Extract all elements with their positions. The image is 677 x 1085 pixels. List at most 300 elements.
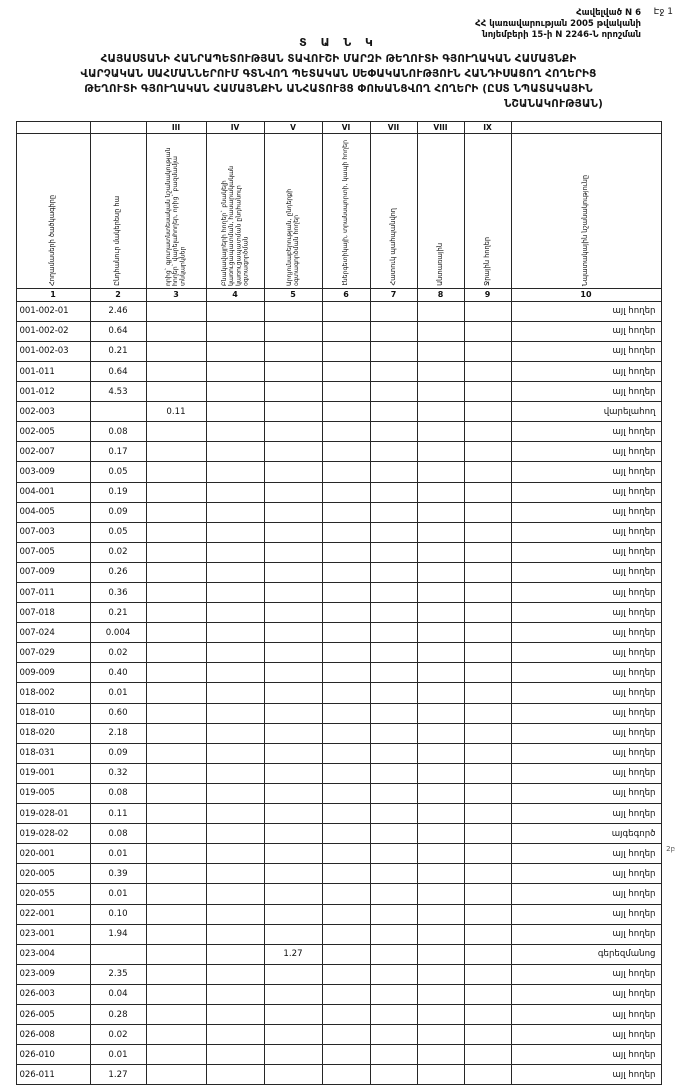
- cell-total: 0.17: [90, 442, 146, 462]
- cell-c3: [146, 341, 206, 361]
- cell-code: 004-001: [16, 482, 90, 502]
- cell-c7: [370, 1004, 417, 1024]
- cell-c4: [206, 804, 264, 824]
- cell-c6: [322, 583, 370, 603]
- roman-cell-1: [16, 121, 90, 133]
- table-row: [16, 462, 661, 482]
- cell-c4: [206, 382, 264, 402]
- cell-c4: [206, 1025, 264, 1045]
- cell-c8: [417, 361, 464, 381]
- cell-c7: [370, 583, 417, 603]
- cell-c4: [206, 361, 264, 381]
- table-row: [16, 502, 661, 522]
- cell-c7: [370, 442, 417, 462]
- cell-c8: [417, 562, 464, 582]
- appendix-line-2: ՀՀ կառավարության 2005 թվականի: [475, 18, 641, 29]
- roman-cell-2: [90, 121, 146, 133]
- cell-c4: [206, 402, 264, 422]
- roman-cell-3: III: [146, 121, 206, 133]
- cell-c6: [322, 783, 370, 803]
- cell-c8: [417, 964, 464, 984]
- cell-code: 018-002: [16, 683, 90, 703]
- cell-c7: [370, 482, 417, 502]
- cell-c8: [417, 1045, 464, 1065]
- cell-total: 0.08: [90, 422, 146, 442]
- cell-code: 026-005: [16, 1004, 90, 1024]
- cell-c6: [322, 301, 370, 321]
- cell-code: 026-008: [16, 1025, 90, 1045]
- cell-code: 007-009: [16, 562, 90, 582]
- cell-c4: [206, 1065, 264, 1085]
- cell-code: 020-055: [16, 884, 90, 904]
- header-text-code: Հողամասերի ծածկագիրը: [48, 194, 57, 286]
- cell-c9: [464, 1065, 511, 1085]
- cell-c7: [370, 844, 417, 864]
- cell-c8: [417, 603, 464, 623]
- cell-purpose: այլ հողեր: [511, 301, 661, 321]
- table-row: [16, 984, 661, 1004]
- cell-c6: [322, 643, 370, 663]
- cell-c9: [464, 844, 511, 864]
- cell-purpose: այլ հողեր: [511, 562, 661, 582]
- cell-c4: [206, 964, 264, 984]
- cell-c8: [417, 301, 464, 321]
- cell-c5: [264, 964, 322, 984]
- cell-c6: [322, 482, 370, 502]
- cell-purpose: այլ հողեր: [511, 361, 661, 381]
- header-cell-industrial: [264, 133, 322, 288]
- cell-c4: [206, 703, 264, 723]
- table-row: [16, 904, 661, 924]
- cell-code: 001-002-01: [16, 301, 90, 321]
- cell-c5: [264, 502, 322, 522]
- cell-c6: [322, 1025, 370, 1045]
- cell-c3: [146, 382, 206, 402]
- cell-c8: [417, 864, 464, 884]
- colnum-9: 9: [464, 288, 511, 301]
- table-row: [16, 824, 661, 844]
- cell-c7: [370, 542, 417, 562]
- column-number-row: [16, 288, 661, 301]
- cell-code: 023-001: [16, 924, 90, 944]
- cell-total: 0.10: [90, 904, 146, 924]
- cell-c7: [370, 743, 417, 763]
- cell-code: 023-004: [16, 944, 90, 964]
- cell-c4: [206, 884, 264, 904]
- cell-c9: [464, 341, 511, 361]
- cell-code: 020-001: [16, 844, 90, 864]
- table-row: [16, 743, 661, 763]
- cell-c7: [370, 341, 417, 361]
- cell-c5: [264, 482, 322, 502]
- cell-c9: [464, 884, 511, 904]
- cell-c8: [417, 723, 464, 743]
- cell-code: 026-011: [16, 1065, 90, 1085]
- cell-code: 002-003: [16, 402, 90, 422]
- cell-total: 0.60: [90, 703, 146, 723]
- cell-c7: [370, 382, 417, 402]
- cell-c6: [322, 1065, 370, 1085]
- cell-total: 0.02: [90, 643, 146, 663]
- cell-purpose: այլ հողեր: [511, 844, 661, 864]
- title-line-1: ՀԱՅԱՍՏԱՆԻ ՀԱՆՐԱՊԵՏՈՒԹՅԱՆ ՏԱՎՈՒՇԻ ՄԱՐԶԻ ԹԵՂՈՒՏԻ ԳՅՈՒՂԱԿԱՆ ՀԱՄԱՅՆՔԻ: [100, 53, 577, 65]
- cell-code: 002-005: [16, 422, 90, 442]
- cell-c4: [206, 763, 264, 783]
- table-row: [16, 422, 661, 442]
- table-row: [16, 603, 661, 623]
- colnum-1: 1: [16, 288, 90, 301]
- cell-c4: [206, 743, 264, 763]
- cell-c3: [146, 1065, 206, 1085]
- cell-total: 0.28: [90, 1004, 146, 1024]
- cell-c9: [464, 542, 511, 562]
- cell-purpose: այլ հողեր: [511, 542, 661, 562]
- cell-c6: [322, 884, 370, 904]
- cell-c8: [417, 341, 464, 361]
- cell-c9: [464, 1004, 511, 1024]
- cell-total: 0.19: [90, 482, 146, 502]
- cell-c7: [370, 663, 417, 683]
- cell-c5: [264, 663, 322, 683]
- table-row: [16, 763, 661, 783]
- cell-c3: [146, 804, 206, 824]
- roman-numeral-row: [16, 121, 661, 133]
- cell-c7: [370, 683, 417, 703]
- roman-cell-4: IV: [206, 121, 264, 133]
- roman-cell-5: V: [264, 121, 322, 133]
- header-cell-settlement: [206, 133, 264, 288]
- cell-c8: [417, 944, 464, 964]
- cell-c5: [264, 382, 322, 402]
- cell-c6: [322, 944, 370, 964]
- header-text-settlement: Բնակավայրերի հողեր` բնակելի կառուցապատման, հասարակական կառուցապատման ընդհանուր օգտագործման: [220, 165, 250, 286]
- cell-c3: [146, 844, 206, 864]
- cell-c8: [417, 844, 464, 864]
- cell-c4: [206, 502, 264, 522]
- land-parcels-table: [16, 121, 662, 1085]
- cell-c5: [264, 422, 322, 442]
- cell-c8: [417, 402, 464, 422]
- cell-total: 1.94: [90, 924, 146, 944]
- header-text-purpose: Նպատակային նշանակությունը: [581, 174, 590, 286]
- cell-c6: [322, 683, 370, 703]
- cell-code: 022-001: [16, 904, 90, 924]
- cell-total: 0.04: [90, 984, 146, 1004]
- table-row: [16, 1025, 661, 1045]
- cell-c3: [146, 583, 206, 603]
- table-row: [16, 562, 661, 582]
- cell-c5: [264, 321, 322, 341]
- cell-total: 0.40: [90, 663, 146, 683]
- cell-c7: [370, 502, 417, 522]
- cell-total: 2.35: [90, 964, 146, 984]
- cell-purpose: այլ հողեր: [511, 482, 661, 502]
- cell-c9: [464, 442, 511, 462]
- table-row: [16, 301, 661, 321]
- cell-code: 023-009: [16, 964, 90, 984]
- cell-c5: 1.27: [264, 944, 322, 964]
- cell-c6: [322, 824, 370, 844]
- colnum-5: 5: [264, 288, 322, 301]
- cell-c8: [417, 542, 464, 562]
- cell-code: 007-003: [16, 522, 90, 542]
- cell-c7: [370, 402, 417, 422]
- cell-code: 003-009: [16, 462, 90, 482]
- document-word: Տ Ա Ն Կ: [299, 36, 378, 49]
- cell-purpose: այլ հողեր: [511, 382, 661, 402]
- colnum-6: 6: [322, 288, 370, 301]
- table-row: [16, 442, 661, 462]
- cell-total: 2.18: [90, 723, 146, 743]
- table-row: [16, 643, 661, 663]
- cell-c6: [322, 422, 370, 442]
- cell-total: 0.08: [90, 824, 146, 844]
- cell-code: 019-001: [16, 763, 90, 783]
- table-row: [16, 683, 661, 703]
- cell-c9: [464, 562, 511, 582]
- cell-c9: [464, 462, 511, 482]
- cell-total: [90, 402, 146, 422]
- cell-c9: [464, 924, 511, 944]
- cell-c7: [370, 361, 417, 381]
- cell-c7: [370, 562, 417, 582]
- cell-c6: [322, 1045, 370, 1065]
- cell-c4: [206, 482, 264, 502]
- cell-code: 009-009: [16, 663, 90, 683]
- colnum-2: 2: [90, 288, 146, 301]
- cell-c6: [322, 341, 370, 361]
- colnum-7: 7: [370, 288, 417, 301]
- cell-purpose: այլ հողեր: [511, 683, 661, 703]
- cell-c6: [322, 723, 370, 743]
- cell-total: 0.01: [90, 1045, 146, 1065]
- cell-c8: [417, 1065, 464, 1085]
- cell-c5: [264, 723, 322, 743]
- cell-purpose: այլ հողեր: [511, 583, 661, 603]
- cell-code: 018-031: [16, 743, 90, 763]
- cell-c9: [464, 623, 511, 643]
- cell-purpose: այլ հողեր: [511, 1065, 661, 1085]
- cell-code: 018-020: [16, 723, 90, 743]
- table-row: [16, 924, 661, 944]
- cell-total: 0.64: [90, 321, 146, 341]
- table-row: [16, 1004, 661, 1024]
- cell-c7: [370, 703, 417, 723]
- cell-c8: [417, 884, 464, 904]
- cell-c6: [322, 462, 370, 482]
- header-text-agricultural: որից` գյուղատնտեսական նշանակության հողեր` վարելահողեր, որից` բազմամյա տնկարկներ: [165, 147, 187, 286]
- cell-c3: [146, 1004, 206, 1024]
- cell-c8: [417, 824, 464, 844]
- cell-code: 001-002-02: [16, 321, 90, 341]
- cell-c4: [206, 904, 264, 924]
- table-row: [16, 321, 661, 341]
- cell-c7: [370, 462, 417, 482]
- cell-purpose: այլ հողեր: [511, 422, 661, 442]
- cell-c8: [417, 1004, 464, 1024]
- cell-c7: [370, 422, 417, 442]
- cell-c3: [146, 683, 206, 703]
- cell-c7: [370, 1065, 417, 1085]
- cell-c9: [464, 804, 511, 824]
- cell-c5: [264, 522, 322, 542]
- cell-c3: [146, 743, 206, 763]
- cell-c5: [264, 341, 322, 361]
- cell-c6: [322, 502, 370, 522]
- cell-c8: [417, 482, 464, 502]
- cell-c8: [417, 703, 464, 723]
- cell-c5: [264, 783, 322, 803]
- cell-c9: [464, 904, 511, 924]
- cell-purpose: այլ հողեր: [511, 1004, 661, 1024]
- cell-code: 007-011: [16, 583, 90, 603]
- cell-total: 0.21: [90, 341, 146, 361]
- title-line-4: ՆՇԱՆԱԿՈՒԹՅԱՆ): [503, 97, 603, 110]
- cell-total: 0.64: [90, 361, 146, 381]
- cell-c3: [146, 783, 206, 803]
- cell-c8: [417, 663, 464, 683]
- cell-code: 007-018: [16, 603, 90, 623]
- cell-c4: [206, 422, 264, 442]
- page-number: Էջ 1: [653, 7, 673, 17]
- cell-purpose: վարելահող: [511, 402, 661, 422]
- appendix-line-3: նոյեմբերի 15-ի N 2246-Ն որոշման: [482, 29, 641, 40]
- cell-c6: [322, 804, 370, 824]
- cell-c9: [464, 321, 511, 341]
- cell-total: 0.09: [90, 502, 146, 522]
- cell-c3: [146, 1045, 206, 1065]
- cell-c5: [264, 984, 322, 1004]
- table-row: [16, 964, 661, 984]
- cell-purpose: այլ հողեր: [511, 723, 661, 743]
- cell-c3: [146, 462, 206, 482]
- cell-purpose: այլ հողեր: [511, 864, 661, 884]
- colnum-4: 4: [206, 288, 264, 301]
- cell-c5: [264, 623, 322, 643]
- cell-c5: [264, 643, 322, 663]
- cell-c3: [146, 643, 206, 663]
- cell-c4: [206, 522, 264, 542]
- cell-purpose: այլ հողեր: [511, 321, 661, 341]
- roman-cell-8: VIII: [417, 121, 464, 133]
- roman-cell-6: VI: [322, 121, 370, 133]
- cell-c9: [464, 723, 511, 743]
- header-cell-protected: [370, 133, 417, 288]
- cell-total: [90, 944, 146, 964]
- table-row: [16, 402, 661, 422]
- cell-c9: [464, 944, 511, 964]
- cell-code: 007-024: [16, 623, 90, 643]
- roman-cell-10: [511, 121, 661, 133]
- header-cell-forest: [417, 133, 464, 288]
- cell-c8: [417, 382, 464, 402]
- cell-c4: [206, 321, 264, 341]
- cell-c7: [370, 301, 417, 321]
- cell-purpose: այլ հողեր: [511, 783, 661, 803]
- cell-c7: [370, 603, 417, 623]
- cell-c7: [370, 884, 417, 904]
- table-row: [16, 382, 661, 402]
- colnum-3: 3: [146, 288, 206, 301]
- cell-c5: [264, 583, 322, 603]
- cell-c4: [206, 562, 264, 582]
- cell-c9: [464, 402, 511, 422]
- table-row: [16, 844, 661, 864]
- table-row: [16, 723, 661, 743]
- cell-c6: [322, 542, 370, 562]
- cell-c7: [370, 944, 417, 964]
- cell-purpose: այլ հողեր: [511, 603, 661, 623]
- cell-c4: [206, 643, 264, 663]
- appendix-header: [475, 8, 641, 41]
- table-row: [16, 341, 661, 361]
- cell-c5: [264, 683, 322, 703]
- cell-purpose: այլ հողեր: [511, 703, 661, 723]
- cell-c3: [146, 703, 206, 723]
- cell-c6: [322, 623, 370, 643]
- cell-c3: [146, 884, 206, 904]
- cell-c3: [146, 442, 206, 462]
- cell-c5: [264, 1065, 322, 1085]
- cell-c9: [464, 502, 511, 522]
- cell-total: 4.53: [90, 382, 146, 402]
- cell-c5: [264, 442, 322, 462]
- cell-total: 0.11: [90, 804, 146, 824]
- table-row: [16, 884, 661, 904]
- cell-c6: [322, 763, 370, 783]
- table-row: [16, 703, 661, 723]
- cell-c9: [464, 964, 511, 984]
- cell-c9: [464, 663, 511, 683]
- table-row: [16, 361, 661, 381]
- table-row: [16, 1065, 661, 1085]
- cell-c4: [206, 603, 264, 623]
- cell-c7: [370, 723, 417, 743]
- cell-total: 0.36: [90, 583, 146, 603]
- cell-c9: [464, 522, 511, 542]
- cell-c9: [464, 683, 511, 703]
- cell-c3: [146, 623, 206, 643]
- cell-c7: [370, 804, 417, 824]
- cell-c8: [417, 321, 464, 341]
- cell-c4: [206, 442, 264, 462]
- cell-c9: [464, 763, 511, 783]
- cell-c4: [206, 301, 264, 321]
- cell-c9: [464, 1045, 511, 1065]
- cell-c5: [264, 864, 322, 884]
- header-text-total-area: Ընդհանուր մակերեսը հա: [113, 195, 122, 286]
- cell-c8: [417, 462, 464, 482]
- cell-c3: [146, 1025, 206, 1045]
- appendix-label: Հավելված N 6: [576, 8, 641, 18]
- header-text-forest: Անտառային: [435, 242, 444, 286]
- cell-c4: [206, 583, 264, 603]
- cell-c5: [264, 301, 322, 321]
- table-row: [16, 583, 661, 603]
- cell-c6: [322, 984, 370, 1004]
- table-row: [16, 482, 661, 502]
- cell-c7: [370, 783, 417, 803]
- cell-c4: [206, 783, 264, 803]
- table-row: [16, 783, 661, 803]
- cell-c8: [417, 804, 464, 824]
- cell-c4: [206, 341, 264, 361]
- cell-purpose: այլ հողեր: [511, 804, 661, 824]
- cell-code: 026-010: [16, 1045, 90, 1065]
- cell-c9: [464, 482, 511, 502]
- table-row: [16, 804, 661, 824]
- cell-total: 0.09: [90, 743, 146, 763]
